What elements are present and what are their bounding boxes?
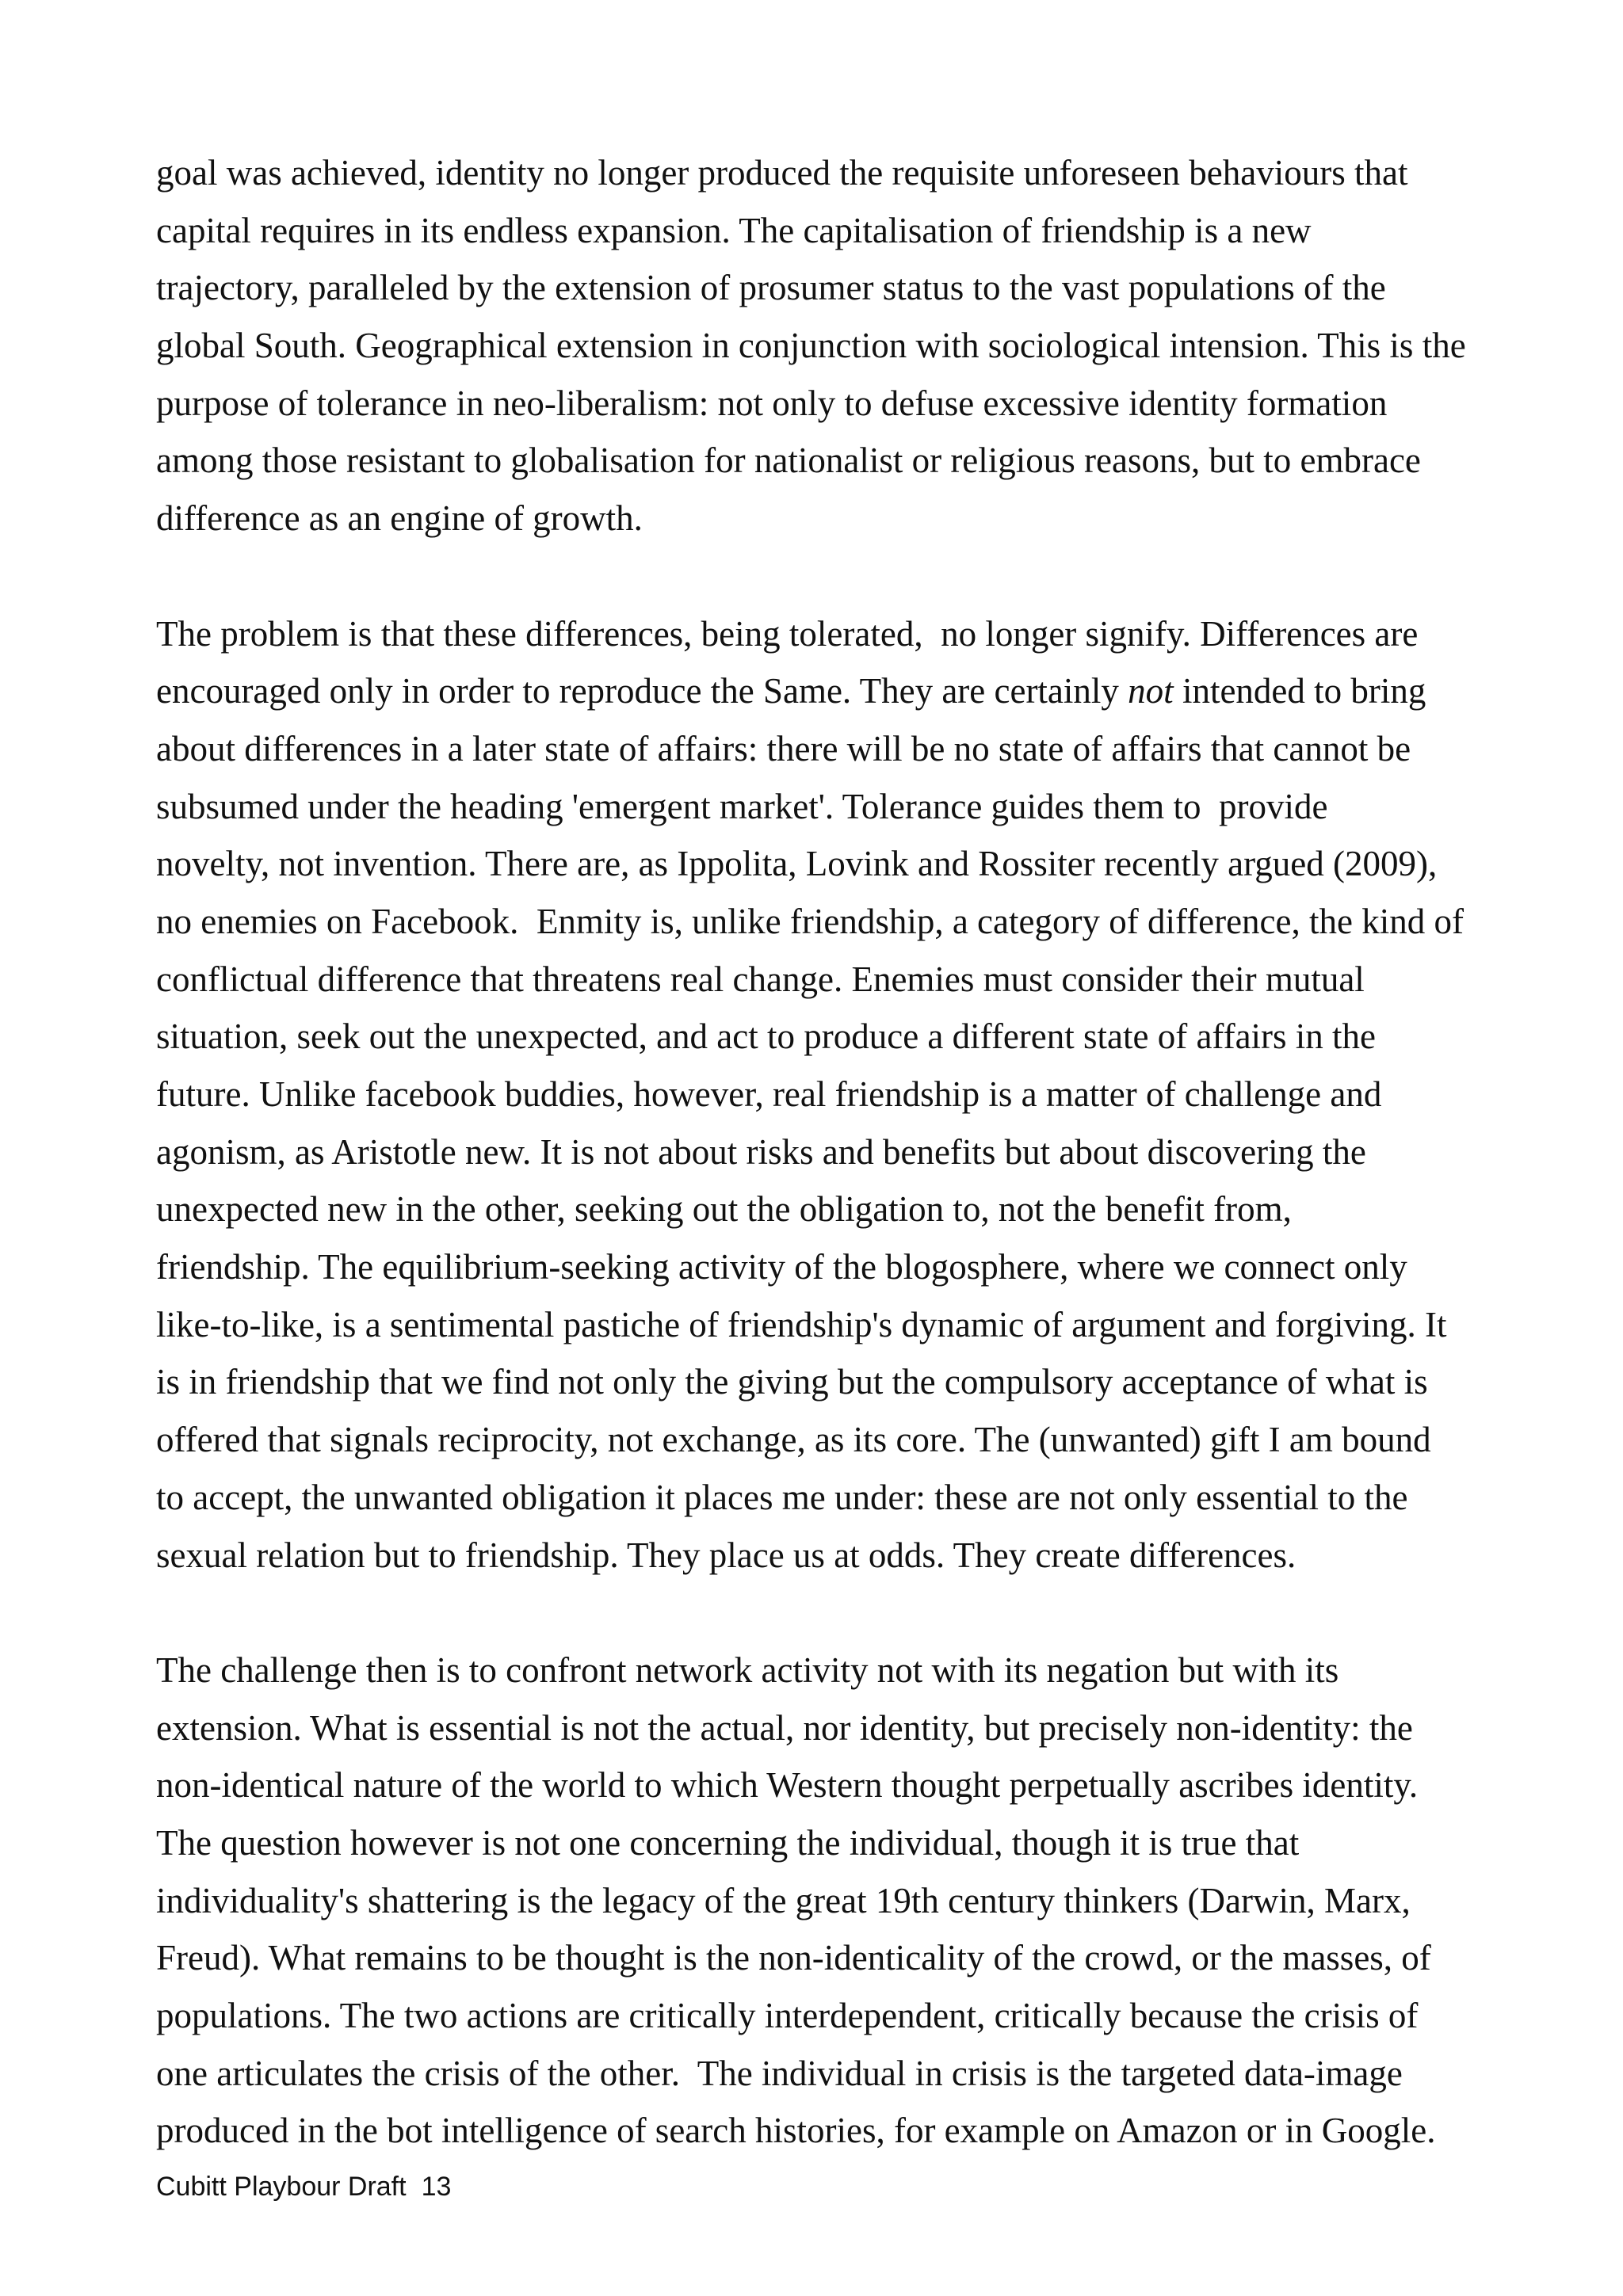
paragraph [156, 1642, 1583, 2160]
text-line: agonism, as Aristotle new. It is not about risks and benefits but about discovering the [156, 1131, 1366, 1172]
text-line: populations. The two actions are critically interdependent, critically because the crisis of [156, 1996, 1419, 2035]
text-line: individuality's shattering is the legacy of the great 19th century thinkers (Darwin, Marx, [156, 1880, 1411, 1920]
text-line: offered that signals reciprocity, not exchange, as its core. The (unwanted) gift I am bound [156, 1420, 1431, 1460]
text-line: capital requires in its endless expansion. The capitalisation of friendship is a new [156, 210, 1312, 250]
text-line: conflictual difference that threatens real change. Enemies must consider their mutual [156, 959, 1365, 999]
text-line: one articulates the crisis of the other. The individual in crisis is the targeted data-image [156, 2053, 1403, 2093]
text-line: unexpected new in the other, seeking out the obligation to, not the benefit from, [156, 1189, 1292, 1230]
page-number: 13 [421, 2172, 452, 2202]
paragraph [156, 605, 1583, 1585]
footer-label: Cubitt Playbour Draft [156, 2172, 407, 2202]
text-line: is in friendship that we find not only the giving but the compulsory acceptance of what is [156, 1362, 1428, 1402]
paragraph [156, 144, 1583, 547]
text-line: subsumed under the heading 'emergent market'. Tolerance guides them to provide [156, 786, 1328, 826]
text-line: The problem is that these differences, being tolerated, no longer signify. Differences are [156, 613, 1419, 654]
text-line: extension. What is essential is not the actual, nor identity, but precisely non-identity: the [156, 1707, 1413, 1748]
text-line: The challenge then is to confront network activity not with its negation but with its [156, 1650, 1339, 1690]
text-line: among those resistant to globalisation for nationalist or religious reasons, but to embrace [156, 441, 1421, 481]
text-line: like-to-like, is a sentimental pastiche of friendship's dynamic of argument and forgiving. It [156, 1304, 1447, 1344]
text-line: goal was achieved, identity no longer produced the requisite unforeseen behaviours that [156, 153, 1408, 193]
text-line: The question however is not one concerning the individual, though it is true that [156, 1822, 1300, 1863]
text-line: situation, seek out the unexpected, and act to produce a different state of affairs in the [156, 1016, 1377, 1057]
text-line: non-identical nature of the world to which Western thought perpetually ascribes identity. [156, 1765, 1419, 1806]
text-segment: intended to bring [1173, 671, 1426, 711]
text-line: trajectory, paralleled by the extension of prosumer status to the vast populations of the [156, 268, 1386, 308]
text-line: friendship. The equilibrium-seeking activity of the blogosphere, where we connect only [156, 1247, 1407, 1287]
text-line: no enemies on Facebook. Enmity is, unlike friendship, a category of difference, the kind of [156, 901, 1464, 941]
text-line: global South. Geographical extension in conjunction with sociological intension. This is the [156, 326, 1466, 366]
body-text [156, 144, 1583, 2218]
text-segment: encouraged only in order to reproduce the Same. They are certainly [156, 671, 1128, 711]
text-line: purpose of tolerance in neo-liberalism: not only to defuse excessive identity formation [156, 383, 1388, 423]
emphasized-word: not [1128, 671, 1174, 711]
text-line: sexual relation but to friendship. They place us at odds. They create differences. [156, 1535, 1296, 1575]
text-line: future. Unlike facebook buddies, however, real friendship is a matter of challenge and [156, 1074, 1382, 1114]
text-line: difference as an engine of growth. [156, 498, 643, 539]
text-line: novelty, not invention. There are, as Ippolita, Lovink and Rossiter recently argued (2009), [156, 844, 1438, 884]
page-footer [156, 2169, 451, 2204]
text-line: produced in the bot intelligence of search histories, for example on Amazon or in Google. [156, 2111, 1436, 2151]
text-line [156, 662, 1583, 720]
text-line: to accept, the unwanted obligation it places me under: these are not only essential to the [156, 1477, 1408, 1517]
text-line: about differences in a later state of affairs: there will be no state of affairs that cannot be [156, 728, 1411, 769]
text-line: Freud). What remains to be thought is the non-identicality of the crowd, or the masses, of [156, 1938, 1431, 1978]
